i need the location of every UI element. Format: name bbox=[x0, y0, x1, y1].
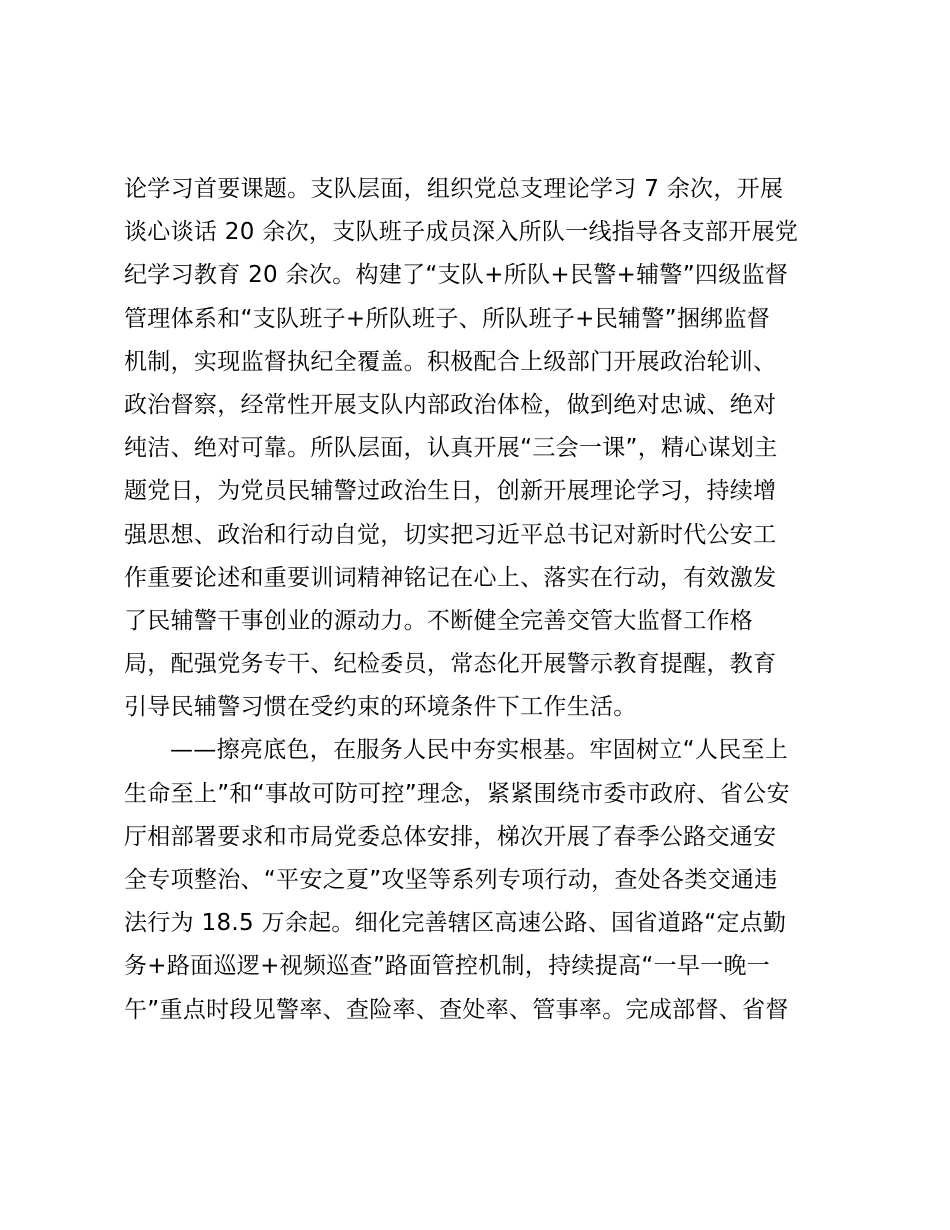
text-line: 强思想、政治和行动自觉，切实把习近平总书记对新时代公安工 bbox=[124, 521, 777, 548]
text-line: 引导民辅警习惯在受约束的环境条件下工作生活。 bbox=[124, 694, 637, 721]
text-line: 纪学习教育 20 余次。构建了“支队+所队+民警+辅警”四级监督 bbox=[124, 262, 789, 289]
text-line: 政治督察，经常性开展支队内部政治体检，做到绝对忠诚、绝对 bbox=[124, 391, 777, 418]
text-line: 局，配强党务专干、纪检委员，常态化开展警示教育提醒，教育 bbox=[124, 651, 777, 678]
text-line: 务+路面巡逻+视频巡查”路面管控机制，持续提高“一早一晚一 bbox=[124, 953, 771, 980]
text-line: 全专项整治、“平安之夏”攻坚等系列专项行动，查处各类交通违 bbox=[124, 867, 778, 893]
text-line: 题党日，为党员民辅警过政治生日，创新开展理论学习，持续增 bbox=[124, 478, 777, 505]
paragraph-start-line: ——擦亮底色，在服务人民中夯实根基。牢固树立“人民至上 bbox=[170, 737, 789, 764]
body-text bbox=[124, 168, 844, 1032]
text-line: 机制，实现监督执纪全覆盖。积极配合上级部门开展政治轮训、 bbox=[124, 348, 777, 375]
text-line: 午”重点时段见警率、查险率、查处率、管事率。完成部督、省督 bbox=[124, 996, 789, 1023]
text-line: 作重要论述和重要训词精神铭记在心上、落实在行动，有效激发 bbox=[124, 564, 777, 591]
text-line: 论学习首要课题。支队层面，组织党总支理论学习 7 余次，开展 bbox=[124, 176, 784, 202]
text-line: 谈心谈话 20 余次，支队班子成员深入所队一线指导各支部开展党 bbox=[124, 219, 799, 246]
text-line: 厅相部署要求和市局党委总体安排，梯次开展了春季公路交通安 bbox=[124, 823, 777, 850]
text-line: 管理体系和“支队班子+所队班子、所队班子+民辅警”捆绑监督 bbox=[124, 305, 771, 332]
text-line: 了民辅警干事创业的源动力。不断健全完善交管大监督工作格 bbox=[124, 607, 754, 634]
text-line: 生命至上”和“事故可防可控”理念，紧紧围绕市委市政府、省公安 bbox=[124, 780, 790, 807]
text-line: 法行为 18.5 万余起。细化完善辖区高速公路、国省道路“定点勤 bbox=[124, 910, 787, 937]
text-line: 纯洁、绝对可靠。所队层面，认真开展“三会一课”，精心谋划主 bbox=[124, 435, 778, 462]
